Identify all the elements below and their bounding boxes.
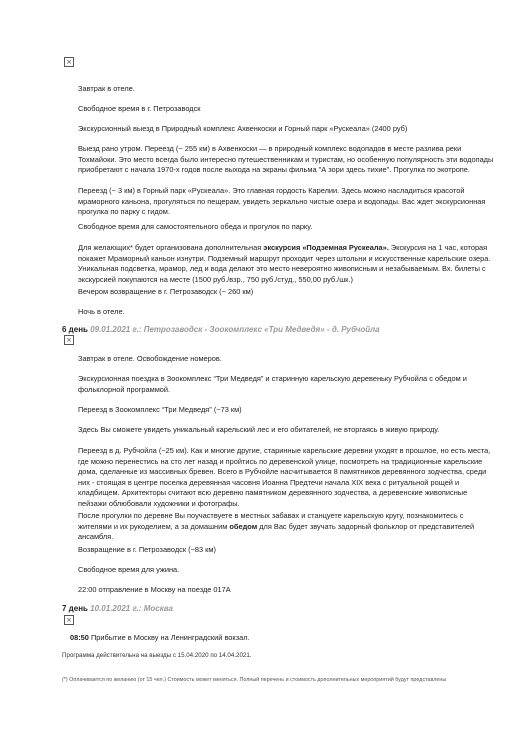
day2-free-time: Свободное время в г. Петрозаводск (78, 104, 201, 113)
day6-return: Возвращение в г. Петрозаводск (~83 км) (78, 545, 216, 554)
day6-title: 09.01.2021 г.: Петрозаводск - Зоокомплекс «Три Медведя» - д. Рубчойла (90, 325, 380, 334)
day7-time: 08:50 (70, 633, 89, 642)
underground-pre: Для желающих* будет организована дополнительная (78, 243, 264, 252)
day2-breakfast: Завтрак в отеле. (78, 84, 135, 93)
day6-zoo: Здесь Вы сможете увидеть уникальный карельский лес и его обитателей, не вторгаясь в живую природу. (78, 425, 440, 434)
day6-heading (62, 325, 380, 335)
day7-arrival (70, 633, 488, 644)
day7-title: 10.01.2021 г.: Москва (90, 604, 173, 613)
day2-ahvenkoski: Выезд рано утром. Переезд (~ 255 км) в Ахвенкоски — в природный комплекс водопадов в месте разлива реки Тохмайоки. Это место всегда было интересно путешественникам и туристам, но особенную популярность эти водопады приобретают с начала 1970-х годов после выхода на экраны фильма "А зори здесь тихие". Прогулка по экотропе. (78, 144, 494, 174)
day2-excursion-title: Экскурсионный выезд в Природный комплекс Ахвенкоски и Горный парк «Рускеала» (2400 руб) (78, 124, 408, 133)
day2-lunch: Свободное время для самостоятельного обеда и прогулок по парку. (78, 222, 313, 231)
folk-pre: После прогулки по деревне Вы поучаствуете в местных забавах и станцуете карельскую кругу, познакомитесь с жителями и их рукоделием, а за домашним (78, 511, 464, 531)
day6-train: 22:00 отправление в Москву на поезде 017А (78, 585, 231, 594)
day6-zoo-transfer: Переезд в Зоокомплекс “Три Медведя” (~73 км) (78, 405, 242, 414)
day2-underground-excursion (78, 243, 496, 285)
day6-rubchoila: Переезд в д. Рубчойла (~25 км). Как и многие другие, старинные карельские деревни уходят в прошлое, но есть места, где можно перенестись на сто лет назад и пройтись по деревенской улице, посмотреть на традиционные карельские дома, сделанные из массивных бревен. Всего в Рубчойле насчитывается 8 памятников деревянного зодчества, среди них - стоящая в центре поселка деревянная часовня Иоанна Предтечи начала XIX века с ритуальной рощей и кладбищем. Архитекторы считают всю деревню памятником деревянного зодчества, а деревенские живописные пейзажи облюбовали художники и фотографы. (78, 446, 491, 508)
day7-label: 7 день (62, 604, 88, 613)
broken-image-icon: × (64, 335, 74, 345)
day6-folk-program (78, 511, 496, 543)
day6-label: 6 день (62, 325, 88, 334)
folk-post: для Вас будет звучать задорный фольклор от представителей ансамбля. (78, 521, 475, 541)
day2-night: Ночь в отеле. (78, 307, 125, 316)
footnote: (*) Оплачивается по желанию (от 15 чел.) Стоимость может меняться. Полный перечень и стоимость дополнительных мероприятий будут представлены (62, 677, 447, 683)
day6-excursion-title: Экскурсионная поездка в Зоокомплекс “Три Медведя” и старинную карельскую деревеньку Рубчойла с обедом и фольклорной программой. (78, 374, 467, 394)
underground-bold: экскурсия «Подземная Рускеала». (263, 243, 389, 252)
folk-bold: обедом (229, 521, 258, 531)
day7-heading (62, 604, 173, 614)
day6-breakfast: Завтрак в отеле. Освобождение номеров. (78, 354, 222, 363)
broken-image-icon: × (64, 615, 74, 625)
day6-dinner: Свободное время для ужина. (78, 565, 180, 574)
day2-ruskeala: Переезд (~ 3 км) в Горный парк «Рускеала». Это главная гордость Карелии. Здесь можно насладиться красотой мраморного каньона, прогуляться по пещерам, увидеть зеркально чистые озера и водопады. Вас ждет экскурсионная прогулка по парку с гидом. (78, 186, 486, 216)
underground-post: Экскурсия на 1 час, которая покажет Мраморный каньон изнутри. Подземный маршрут проходит через штольни и искусственные карельские озера. Уникальная подсветка, мрамор, лед и вода делают это место невероятно живописным и незабываемым. Вх. билеты с экскурсией покупаются на месте (1500 руб./взр., 750 руб./студ., 550,00 руб./шк.) (78, 243, 491, 284)
program-validity: Программа действительна на выезды с 15.04.2020 по 14.04.2021. (62, 652, 252, 659)
day7-text: Прибытие в Москву на Ленинградский вокзал. (88, 633, 250, 642)
broken-image-icon: × (64, 57, 74, 67)
day2-return: Вечером возвращение в г. Петрозаводск (~ 260 км) (78, 287, 254, 296)
